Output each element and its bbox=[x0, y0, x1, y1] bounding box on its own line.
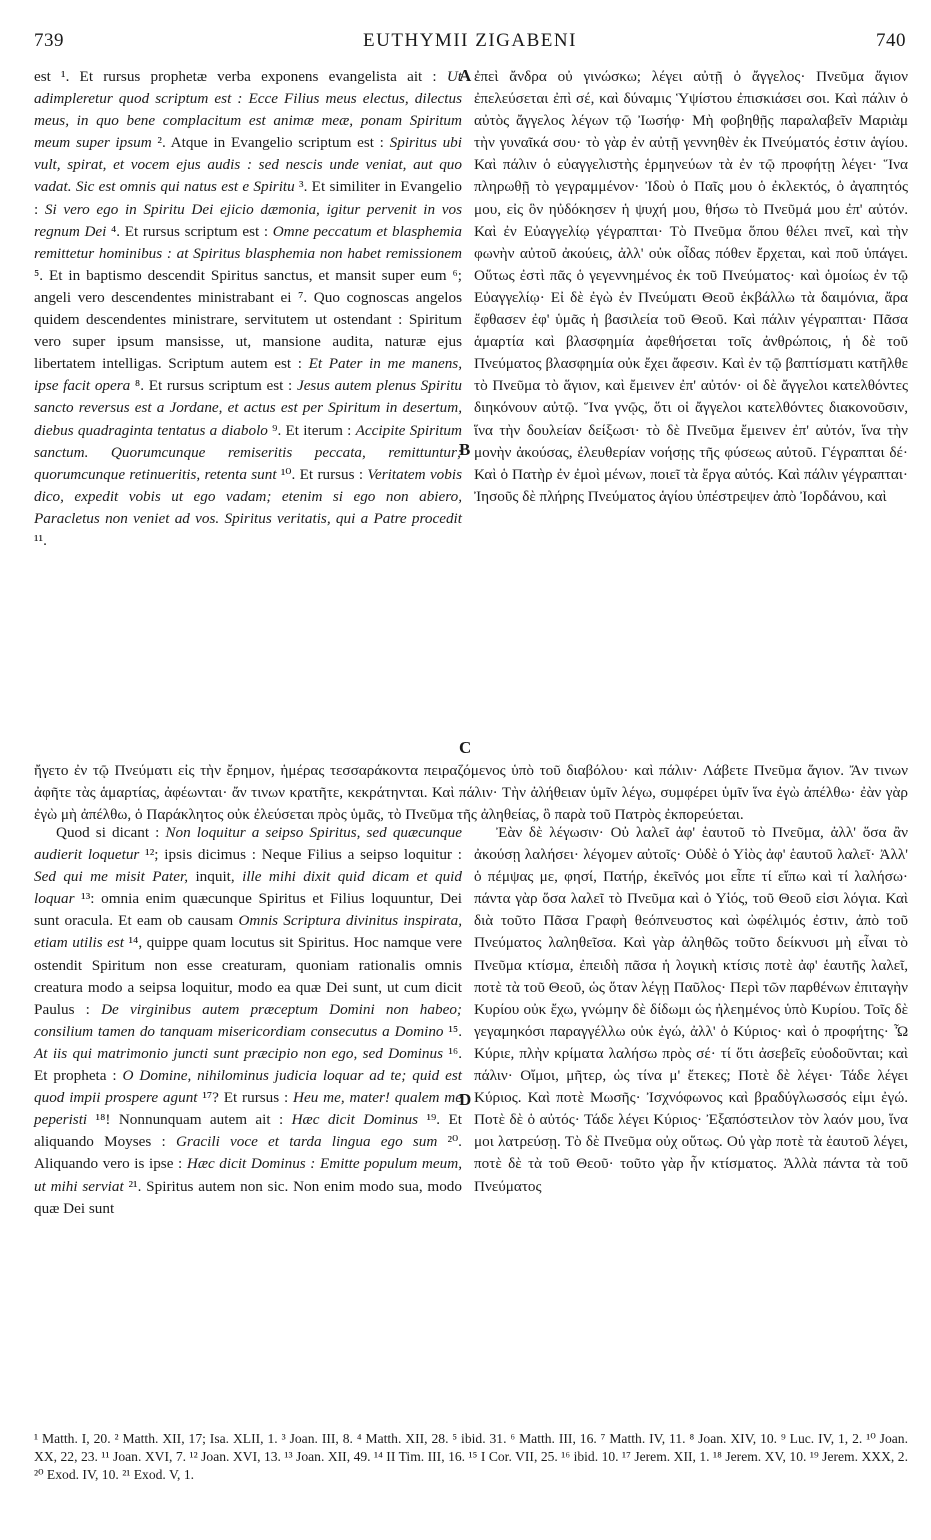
latin-text: ¹⁷? Et rursus : bbox=[197, 1089, 294, 1107]
latin-quote: Non loquitur a seipso Spiritus, sed quæcunque audierit loquetur bbox=[34, 824, 462, 864]
margin-marker-a: A bbox=[459, 66, 472, 85]
latin-quote: Gracili voce et tarda lingua ego sum bbox=[175, 1133, 438, 1151]
full-width-greek: ἤγετο ἐν τῷ Πνεύματι εἰς τὴν ἔρημον, ἡμέρας τεσσαράκοντα πειραζόμενος ὑπὸ τοῦ διαβόλου· καὶ πάλιν· Λάβετε Πνεῦμα ἅγιον. Ἄν τινων ἀφῆτε τὰς ἁμαρτίας, ἀφέωνται· ἄν τινων κρατῆτε, κεκράτηνται. Καὶ πάλιν· Τὴν ἀλήθειαν ὑμῖν λέγω, συμφέρει ὑμῖν ἵνα ἐγὼ ἀπέλθω· ἐὰν γὰρ ἐγὼ μὴ ἀπέλθω, ὁ Παράκλητος οὐκ ἐλεύσεται πρὸς ὑμᾶς, τὸ Πνεῦμα τῆς ἀληθείας, ὃ παρὰ τοῦ Πατρὸς ἐκπορεύεται. bbox=[34, 762, 908, 824]
margin-marker-b: B bbox=[459, 440, 471, 459]
greek-column-bottom bbox=[474, 822, 908, 1198]
latin-quote: Accipite Spiritum sanctum. Quorumcunque remiseritis peccata, remittuntur; quorumcunque retinueritis, retenta sunt bbox=[34, 421, 462, 483]
latin-quote: Heu me, mater! qualem me peperisti bbox=[34, 1089, 463, 1129]
latin-text: ²⁰. Aliquando vero is ipse : bbox=[34, 1133, 462, 1173]
latin-text: inquit, bbox=[188, 868, 243, 886]
latin-text: ¹²; ipsis dicimus : Neque Filius a seipso loquitur : bbox=[139, 846, 463, 864]
latin-text: ⁵. Et in baptismo descendit Spiritus sanctus, et mansit super eum ⁶; angeli vero descendentes ministrabant ei ⁷. Quo cognoscas angelos quidem descendentes ministrare, servitutem ut ostendant : Spiritum vero super ipsum mansisse, ut, mansione audita, naturæ ejus libertatem intelligas. Scriptum autem est : bbox=[34, 266, 462, 373]
latin-quote: Hæc dicit Dominus : Emitte populum meum, ut mihi serviat bbox=[34, 1155, 462, 1195]
latin-quote: Sed qui me misit Pater, bbox=[34, 868, 189, 886]
latin-quote: O Domine, nihilominus judicia loquar ad te; quid est quod impii prospere agunt bbox=[34, 1067, 462, 1107]
latin-text: ⁴. Et rursus scriptum est : bbox=[106, 222, 273, 240]
running-title: EUTHYMII ZIGABENI bbox=[363, 30, 577, 51]
latin-column-bottom bbox=[34, 822, 462, 1220]
page-number-right: 740 bbox=[876, 30, 906, 51]
latin-quote: Si vero ego in Spiritu Dei ejicio dæmonia, igitur pervenit in vos regnum Dei bbox=[34, 200, 462, 240]
latin-text: ³. Et similiter in Evangelio : bbox=[34, 178, 463, 218]
latin-text: ⁸. Et rursus scriptum est : bbox=[130, 377, 297, 395]
latin-quote: Jesus autem plenus Spiritu sancto reversus est a Jordane, et actus est per Spiritum in desertum, diebus quadraginta tentatus a diabolo bbox=[34, 377, 463, 439]
latin-quote: Ut adimpleretur quod scriptum est : Ecce Filius meus electus, dilectus meus, in quo bene complacitum est animæ meæ, ponam Spiritum meum super ipsum bbox=[34, 68, 462, 152]
page-header bbox=[34, 30, 906, 58]
latin-quote: Omnis Scriptura divinitus inspirata, etiam utilis est bbox=[34, 912, 462, 952]
latin-text: ¹⁴, quippe quam locutus sit Spiritus. Hoc namque vere ostendit Spiritum non esse creaturam, quoniam rationalis omnis creatura modo a seipsa loquitur, modo ea quæ Dei sunt, ut cum dicit Paulus : bbox=[34, 934, 463, 1018]
latin-text: ¹⁹. Et aliquando Moyses : bbox=[34, 1111, 462, 1151]
latin-column-top bbox=[34, 66, 462, 552]
latin-text: ¹⁸! Nonnunquam autem ait : bbox=[87, 1111, 292, 1129]
latin-quote: ille mihi dixit quid dicam et quid loquar bbox=[34, 868, 462, 908]
latin-paragraph bbox=[34, 66, 462, 552]
latin-text: ²¹. Spiritus autem non sic. Non enim modo sua, modo quæ Dei sunt bbox=[34, 1177, 462, 1217]
latin-text: ¹⁶. Et propheta : bbox=[34, 1044, 462, 1085]
latin-quote: At iis qui matrimonio juncti sunt præcipio non ego, sed Dominus bbox=[34, 1044, 444, 1062]
latin-quote: Et Pater in me manens, ipse facit opera bbox=[34, 355, 462, 395]
latin-text: ¹¹. bbox=[34, 531, 47, 549]
latin-text: ⁹. Et iterum : bbox=[267, 421, 356, 439]
latin-text: est ¹. Et rursus prophetæ verba exponens evangelista ait : bbox=[34, 68, 447, 85]
greek-paragraph: ἐπεὶ ἄνδρα οὐ γινώσκω; λέγει αὐτῇ ὁ ἄγγελος· Πνεῦμα ἅγιον ἐπελεύσεται ἐπὶ σέ, καὶ δύναμις Ὑψίστου ἐπισκιάσει σοι. Καὶ πάλιν ὁ αὐτὸς ἄγγελος λέγων τῷ Ἰωσήφ· Μὴ φοβηθῇς παραλαβεῖν Μαριὰμ τὴν γυναῖκά σου· τὸ γὰρ ἐν αὐτῇ γεννηθὲν ἐκ Πνεύματός ἐστιν ἁγίου. Καὶ πάλιν ὁ εὐαγγελιστὴς ἑρμηνεύων τὰ ἐν τῷ προφήτῃ λέγει· Ἵνα πληρωθῇ τὸ γεγραμμένον· Ἰδοὺ ὁ Παῖς μου ὁ ἐκλεκτός, ὁ ἀγαπητός μου, εἰς ὃν ηὐδόκησεν ἡ ψυχή μου, θήσω τὸ Πνεῦμά μου ἐπ' αὐτόν. Καὶ ἐν Εὐαγγελίῳ γέγραπται· Τὸ Πνεῦμα ὅπου θέλει πνεῖ, καὶ τὴν φωνὴν αὐτοῦ ἀκούεις, ἀλλ' οὐκ οἶδας πόθεν ἔρχεται, καὶ ποῦ ὑπάγει. Οὕτως ἐστὶ πᾶς ὁ γεγεννημένος ἐκ τοῦ Πνεύματος· καὶ ὁμοίως ἐν τῷ Εὐαγγελίῳ· Εἰ δὲ ἐγὼ ἐν Πνεύματι Θεοῦ ἐκβάλλω τὰ δαιμόνια, ἄρα ἔφθασεν ἐφ' ὑμᾶς ἡ βασιλεία τοῦ Θεοῦ. Καὶ πάλιν γέγραπται· Πᾶσα ἁμαρτία καὶ βλασφημία ἀφεθήσεται τοῖς ἀνθρώποις, ἡ δὲ τοῦ Πνεύματος βλασφημία οὐκ ἔχει ἄφεσιν. Καὶ ἐν τῷ βαπτίσματι κατῆλθε τὸ Πνεῦμα τὸ ἅγιον, καὶ ἔμεινεν ἐπ' αὐτόν· οἱ δὲ ἄγγελοι κατελθόντες διηκόνουν αὐτῷ. Ἵνα γνῷς, ὅτι οἱ ἄγγελοι κατελθόντες διακονοῦσιν, ἵνα τὴν δουλείαν δείξωσι· τὸ δὲ Πνεῦμα ἔμεινεν ἐπ' αὐτόν, ἵνα τὴν μονὴν ἀκούσας, ἐλευθερίαν νοήσῃς τῆς φύσεως αὐτοῦ. Γέγραπται δέ· Καὶ ὁ Πατὴρ ἐν ἐμοὶ μένων, ποιεῖ τὰ ἔργα αὐτός. Καὶ πάλιν γέγραπται· Ἰησοῦς δὲ πλήρης Πνεύματος ἁγίου ὑπέστρεψεν ἀπὸ Ἰορδάνου, καὶ bbox=[474, 68, 908, 505]
latin-text: ². Atque in Evangelio scriptum est : bbox=[151, 134, 390, 152]
latin-paragraph bbox=[34, 822, 462, 1220]
greek-paragraph: Ἐὰν δὲ λέγωσιν· Οὐ λαλεῖ ἀφ' ἑαυτοῦ τὸ Πνεῦμα, ἀλλ' ὅσα ἂν ἀκούσῃ λαλήσει· λέγομεν αὐτοῖς· Οὐδὲ ὁ Υἱὸς ἀφ' ἑαυτοῦ λαλεῖ· Ἀλλ' ὁ πέμψας με, φησί, Πατήρ, ἐκεῖνός μοι εἶπε τί εἴπω καὶ τί λαλήσω· πάντα γὰρ ὅσα λαλεῖ τὸ Πνεῦμα καὶ ὁ Υἱός, τοῦ Θεοῦ εἰσι λόγια. Καὶ διὰ τοῦτο Πᾶσα Γραφὴ θεόπνευστος καὶ ὠφέλιμός ἐστιν, ἀπὸ τοῦ Πνεύματος λαληθεῖσα. Καὶ γὰρ ἀληθῶς τοῦτο δείκνυσι μὴ εἶναι τὸ Πνεῦμα κτίσμα, ἐπειδὴ πᾶσα ἡ λογικὴ κτίσις ποτὲ ἀφ' ἑαυτῆς λαλεῖ, ποτὲ τὰ τοῦ Θεοῦ, ὡς ὅταν λέγῃ Παῦλος· Περὶ τῶν παρθένων ἐπιταγὴν Κυρίου οὐκ ἔχω, γνώμην δὲ δίδωμι ὡς ἠλεημένος ὑπὸ Κυρίου. Τοῖς δὲ γεγαμηκόσι παραγγέλλω οὐκ ἐγώ, ἀλλ' ὁ Κύριος· καὶ ὁ προφήτης· Ὦ Κύριε, πλὴν κρίματα λαλήσω πρὸς σέ· τί ὅτι ἀσεβεῖς εὐοδοῦνται; καὶ πάλιν· Οἴμοι, μῆτερ, ὡς τίνα μ' ἔτεκες; Ποτὲ δὲ λέγει· Τάδε λέγει Κύριος. Καὶ ποτὲ Μωσῆς· Ἰσχνόφωνος καὶ βραδύγλωσσός εἰμι ἐγώ. Ποτὲ δὲ ὁ αὐτός· Τάδε λέγει Κύριος· Ἐξαπόστειλον τὸν λαόν μου, ἵνα μοι λατρεύσῃ. Τὸ δὲ Πνεῦμα οὐχ οὕτως. Οὐ γὰρ ποτὲ τὰ ἑαυτοῦ λέγει, ποτὲ δὲ τὰ τοῦ Θεοῦ· τοῦτο γὰρ ἦν κτίσματος. Ἀλλὰ πάντα τὰ τοῦ Πνεύματος bbox=[474, 824, 908, 1195]
latin-quote: Omne peccatum et blasphemia remittetur hominibus : at Spiritus blasphemia non habet remissionem bbox=[34, 222, 462, 262]
latin-quote: Veritatem vobis dico, expedit vobis ut ego vadam; etenim si ego non abiero, Paracletus non veniet ad vos. Spiritus veritatis, qui a Patre procedit bbox=[34, 465, 462, 527]
margin-marker-c: C bbox=[459, 738, 472, 757]
latin-text: ¹⁰. Et rursus : bbox=[276, 465, 368, 483]
latin-text: ¹⁵. bbox=[443, 1022, 462, 1040]
latin-quote: De virginibus autem præceptum Domini non habeo; consilium tamen do tanquam misericordiam consecutus a Domino bbox=[34, 1000, 462, 1040]
latin-quote: Hæc dicit Dominus bbox=[291, 1111, 419, 1129]
greek-column-top bbox=[474, 66, 908, 508]
latin-text: Quod si dicant : bbox=[56, 824, 166, 841]
margin-marker-d: D bbox=[459, 1090, 472, 1109]
latin-text: ¹³: omnia enim quæcunque Spiritus et Filius loquuntur, Dei sunt oracula. Et eam ob causam bbox=[34, 890, 462, 930]
page-number-left: 739 bbox=[34, 30, 64, 51]
latin-quote: Spiritus ubi vult, spirat, et vocem ejus audis : sed nescis unde veniat, aut quo vadat. Sic est omnis qui natus est e Spiritu bbox=[34, 134, 462, 196]
footnotes: ¹ Matth. I, 20. ² Matth. XII, 17; Isa. XLII, 1. ³ Joan. III, 8. ⁴ Matth. XII, 28. ⁵ ibid. 31. ⁶ Matth. III, 16. ⁷ Matth. IV, 11. ⁸ Joan. XIV, 10. ⁹ Luc. IV, 1, 2. ¹⁰ Joan. XX, 22, 23. ¹¹ Joan. XVI, 7. ¹² Joan. XVI, 13. ¹³ Joan. XII, 49. ¹⁴ II Tim. III, 16. ¹⁵ I Cor. VII, 25. ¹⁶ ibid. 10. ¹⁷ Jerem. XII, 1. ¹⁸ Jerem. XV, 10. ¹⁹ Jerem. XXX, 2. ²⁰ Exod. IV, 10. ²¹ Exod. V, 1. bbox=[34, 1431, 908, 1482]
